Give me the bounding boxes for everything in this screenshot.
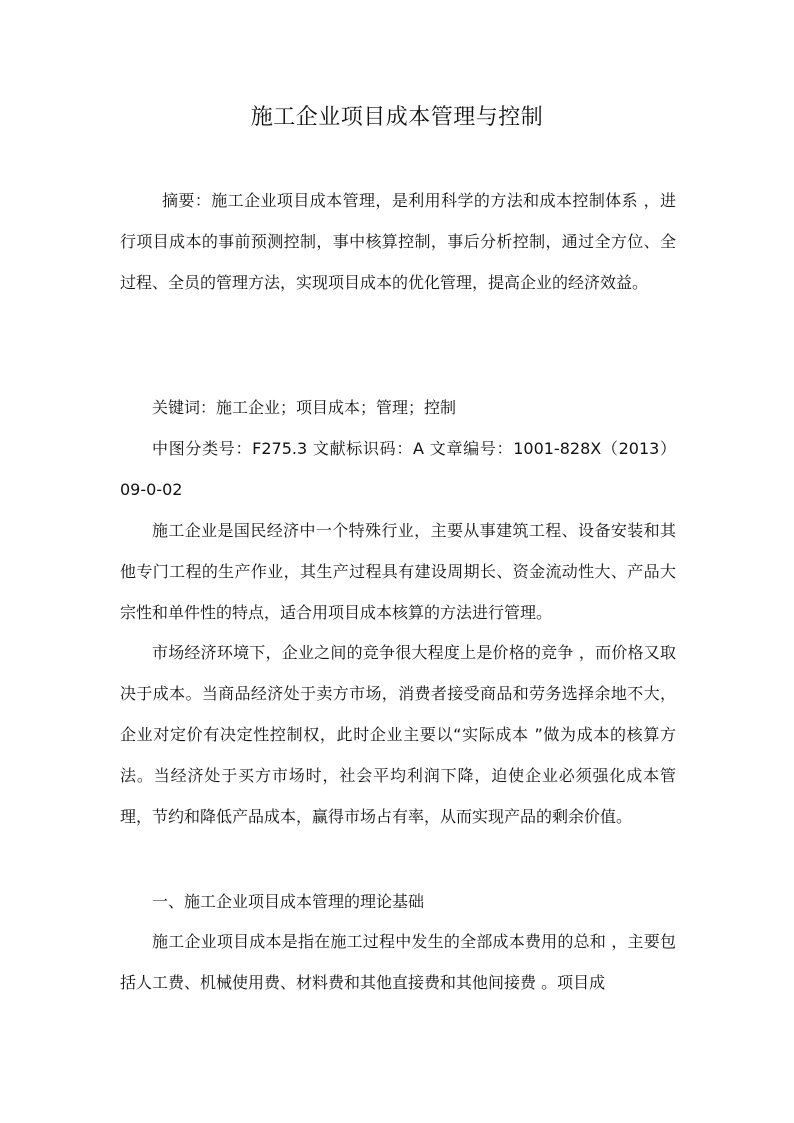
section-paragraph: 施工企业项目成本是指在施工过程中发生的全部成本费用的总和 ，主要包括人工费、机械使用费、材料费和其他直接费和其他间接费 。项目成 bbox=[120, 932, 676, 992]
body-paragraph-2: 市场经济环境下，企业之间的竞争很大程度上是价格的竞争 ，而价格又取决于成本。当商品经济处于卖方市场，消费者接受商品和劳务选择余地不大，企业对定价有决定性控制权，此时企业主要以“实际成本 ”做为成本的核算方法。当经济处于买方市场时，社会平均利润下降，迫使企业必须强化成本管理，节约和降低产品成本，赢得市场占有率，从而实现产品的剩余价值。 bbox=[120, 643, 676, 826]
body-paragraph-1: 施工企业是国民经济中一个特殊行业，主要从事建筑工程、设备安装和其他专门工程的生产作业，其生产过程具有建设周期长、资金流动性大、产品大宗性和单件性的特点，适合用项目成本核算的方法进行管理。 bbox=[120, 521, 676, 622]
abstract-paragraph: 摘要：施工企业项目成本管理，是利用科学的方法和成本控制体系 ，进行项目成本的事前预测控制，事中核算控制，事后分析控制，通过全方位、全过程、全员的管理方法，实现项目成本的优化管理，提高企业的经济效益。 bbox=[120, 191, 676, 292]
document-title: 施工企业项目成本管理与控制 bbox=[250, 105, 544, 130]
keywords-line: 关键词：施工企业；项目成本；管理；控制 bbox=[152, 398, 457, 417]
section-heading: 一、施工企业项目成本管理的理论基础 bbox=[152, 892, 425, 911]
classification-line: 中图分类号：F275.3 文献标识码：A 文章编号：1001-828X（2013）09-0-02 bbox=[120, 439, 676, 499]
